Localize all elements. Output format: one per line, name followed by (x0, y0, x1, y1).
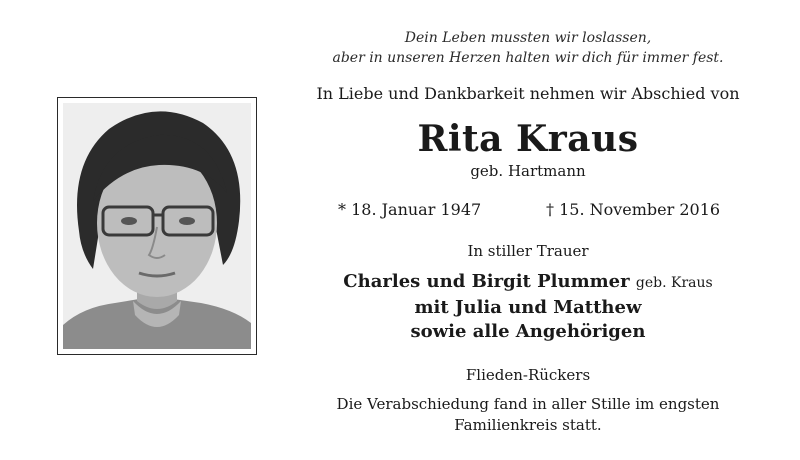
place-text: Flieden-Rückers (465, 366, 591, 384)
birth-name: geb. Hartmann (470, 162, 586, 180)
birth-date: * 18. Januar 1947 (338, 200, 482, 219)
portrait-photo (63, 103, 251, 349)
family-names: Charles und Birgit Plummer (343, 271, 630, 292)
quote-line-1: Dein Leben mussten wir loslassen, (404, 30, 652, 46)
quote-line-2: aber in unseren Herzen halten wir dich für immer fest. (332, 50, 724, 66)
family-line-1 (300, 270, 756, 295)
deceased-name: Rita Kraus (417, 118, 639, 160)
death-date: † 15. November 2016 (546, 200, 721, 219)
closing-line-1: Die Verabschiedung fand in aller Stille im engsten (336, 395, 720, 413)
family-line-3: sowie alle Angehörigen (410, 321, 646, 342)
intro-text: In Liebe und Dankbarkeit nehmen wir Abschied von (316, 84, 740, 103)
closing-line-2: Familienkreis statt. (454, 416, 602, 434)
portrait-frame (57, 97, 257, 355)
mourning-text: In stiller Trauer (467, 242, 589, 260)
family-line-2: mit Julia und Matthew (414, 297, 642, 318)
family-birth-name: geb. Kraus (635, 275, 713, 291)
